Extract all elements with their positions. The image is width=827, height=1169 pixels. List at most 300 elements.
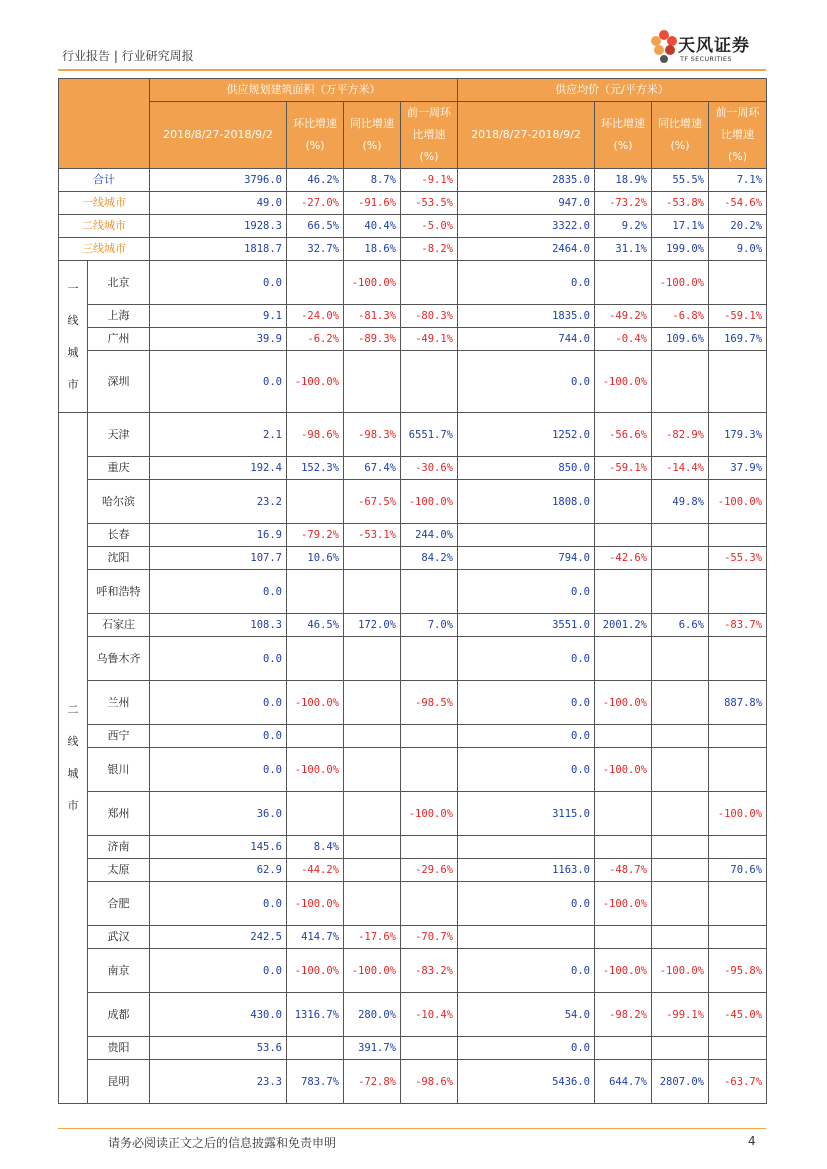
summary-cell-6: -53.8% xyxy=(652,192,709,215)
summary-cell-2: 18.6% xyxy=(344,238,401,261)
city-cell-2 xyxy=(344,792,401,836)
city-cell-0: 0.0 xyxy=(150,681,287,725)
city-cell-7: 37.9% xyxy=(709,457,767,480)
supply-table xyxy=(58,78,767,1104)
city-cell-3 xyxy=(401,725,458,748)
city-cell-2: -17.6% xyxy=(344,926,401,949)
city-cell-7: 179.3% xyxy=(709,413,767,457)
summary-cell-2: 40.4% xyxy=(344,215,401,238)
city-cell-3 xyxy=(401,1037,458,1060)
city-cell-5 xyxy=(595,836,652,859)
city-cell-3 xyxy=(401,882,458,926)
logo-name: 天风证券 xyxy=(678,36,750,56)
category-label: 一线城市 xyxy=(59,192,150,215)
region-char: 线 xyxy=(67,313,79,327)
summary-cell-0: 1928.3 xyxy=(150,215,287,238)
table-row xyxy=(59,457,767,480)
report-breadcrumb: 行业报告 | 行业研究周报 xyxy=(62,49,194,63)
city-cell-3 xyxy=(401,637,458,681)
city-cell-3: 84.2% xyxy=(401,547,458,570)
city-cell-0: 108.3 xyxy=(150,614,287,637)
city-name: 银川 xyxy=(88,748,150,792)
page-number: 4 xyxy=(748,1134,756,1148)
header-divider xyxy=(58,69,766,71)
city-cell-0: 0.0 xyxy=(150,882,287,926)
city-cell-6: -100.0% xyxy=(652,949,709,993)
flower-logo-icon xyxy=(650,27,678,67)
city-cell-2: -81.3% xyxy=(344,305,401,328)
city-cell-6 xyxy=(652,926,709,949)
table-row xyxy=(59,725,767,748)
city-cell-3: -30.6% xyxy=(401,457,458,480)
city-cell-5: -98.2% xyxy=(595,993,652,1037)
group-header-area: 供应规划建筑面积（万平方米） xyxy=(150,79,458,102)
city-cell-7 xyxy=(709,882,767,926)
city-cell-5 xyxy=(595,261,652,305)
city-cell-0: 62.9 xyxy=(150,859,287,882)
table-row xyxy=(59,993,767,1037)
city-cell-0: 0.0 xyxy=(150,351,287,413)
city-cell-4 xyxy=(458,926,595,949)
summary-cell-1: -27.0% xyxy=(287,192,344,215)
city-cell-6: 2807.0% xyxy=(652,1060,709,1104)
city-cell-1: -98.6% xyxy=(287,413,344,457)
col-period-area: 2018/8/27-2018/9/2 xyxy=(150,102,287,169)
city-cell-2: -98.3% xyxy=(344,413,401,457)
summary-cell-1: 46.2% xyxy=(287,169,344,192)
city-cell-4: 1808.0 xyxy=(458,480,595,524)
city-cell-1: -100.0% xyxy=(287,748,344,792)
city-cell-4: 744.0 xyxy=(458,328,595,351)
city-cell-7 xyxy=(709,1037,767,1060)
city-cell-2: 172.0% xyxy=(344,614,401,637)
city-cell-7: -55.3% xyxy=(709,547,767,570)
city-cell-2: -72.8% xyxy=(344,1060,401,1104)
col-prev-week-area: 前一周环比增速(%) xyxy=(401,102,458,169)
city-cell-6 xyxy=(652,882,709,926)
city-name: 兰州 xyxy=(88,681,150,725)
table-row xyxy=(59,614,767,637)
city-cell-1 xyxy=(287,480,344,524)
city-name: 天津 xyxy=(88,413,150,457)
table-row xyxy=(59,570,767,614)
city-cell-5: -49.2% xyxy=(595,305,652,328)
city-cell-6: 109.6% xyxy=(652,328,709,351)
city-name: 深圳 xyxy=(88,351,150,413)
city-cell-6 xyxy=(652,681,709,725)
city-cell-7 xyxy=(709,261,767,305)
summary-cell-5: 9.2% xyxy=(595,215,652,238)
city-cell-0: 0.0 xyxy=(150,637,287,681)
city-cell-3: -98.5% xyxy=(401,681,458,725)
table-row xyxy=(59,413,767,457)
city-cell-2 xyxy=(344,748,401,792)
city-cell-5: -100.0% xyxy=(595,681,652,725)
city-cell-4: 0.0 xyxy=(458,261,595,305)
city-cell-7 xyxy=(709,570,767,614)
city-cell-1 xyxy=(287,637,344,681)
summary-row xyxy=(59,238,767,261)
table-row xyxy=(59,926,767,949)
region-char: 市 xyxy=(67,799,79,812)
city-cell-7: -95.8% xyxy=(709,949,767,993)
city-cell-1: -100.0% xyxy=(287,681,344,725)
city-cell-1: 46.5% xyxy=(287,614,344,637)
city-cell-5 xyxy=(595,1037,652,1060)
table-row xyxy=(59,792,767,836)
city-name: 济南 xyxy=(88,836,150,859)
city-cell-7: -59.1% xyxy=(709,305,767,328)
category-label: 三线城市 xyxy=(59,238,150,261)
city-cell-4: 0.0 xyxy=(458,882,595,926)
summary-cell-3: -53.5% xyxy=(401,192,458,215)
city-cell-5: -100.0% xyxy=(595,882,652,926)
city-name: 合肥 xyxy=(88,882,150,926)
city-cell-1: 414.7% xyxy=(287,926,344,949)
city-name: 石家庄 xyxy=(88,614,150,637)
summary-cell-1: 32.7% xyxy=(287,238,344,261)
city-cell-2: -89.3% xyxy=(344,328,401,351)
city-name: 沈阳 xyxy=(88,547,150,570)
city-cell-2: 280.0% xyxy=(344,993,401,1037)
city-name: 南京 xyxy=(88,949,150,993)
region-char: 市 xyxy=(67,377,79,391)
summary-cell-2: -91.6% xyxy=(344,192,401,215)
city-cell-0: 36.0 xyxy=(150,792,287,836)
summary-cell-7: 20.2% xyxy=(709,215,767,238)
city-cell-0: 2.1 xyxy=(150,413,287,457)
city-cell-4: 3115.0 xyxy=(458,792,595,836)
city-cell-2: -100.0% xyxy=(344,261,401,305)
city-cell-2 xyxy=(344,570,401,614)
city-cell-5: -0.4% xyxy=(595,328,652,351)
city-cell-4: 794.0 xyxy=(458,547,595,570)
city-cell-1 xyxy=(287,792,344,836)
city-cell-1: 8.4% xyxy=(287,836,344,859)
table-row xyxy=(59,547,767,570)
summary-cell-6: 199.0% xyxy=(652,238,709,261)
city-cell-7: 169.7% xyxy=(709,328,767,351)
city-cell-0: 0.0 xyxy=(150,748,287,792)
city-cell-2: 391.7% xyxy=(344,1037,401,1060)
summary-cell-7: 7.1% xyxy=(709,169,767,192)
summary-row xyxy=(59,215,767,238)
region-char: 线 xyxy=(67,735,79,748)
city-cell-7 xyxy=(709,725,767,748)
summary-cell-4: 947.0 xyxy=(458,192,595,215)
city-cell-4: 1163.0 xyxy=(458,859,595,882)
city-cell-4: 54.0 xyxy=(458,993,595,1037)
city-cell-6 xyxy=(652,725,709,748)
city-cell-7 xyxy=(709,926,767,949)
table-row xyxy=(59,261,767,305)
city-name: 武汉 xyxy=(88,926,150,949)
city-cell-0: 430.0 xyxy=(150,993,287,1037)
city-cell-5: -100.0% xyxy=(595,748,652,792)
city-cell-2 xyxy=(344,836,401,859)
region-char: 城 xyxy=(67,345,79,359)
city-cell-3: -10.4% xyxy=(401,993,458,1037)
city-cell-7: 887.8% xyxy=(709,681,767,725)
region-char: 二 xyxy=(67,703,79,716)
city-cell-3 xyxy=(401,748,458,792)
summary-cell-1: 66.5% xyxy=(287,215,344,238)
city-cell-5 xyxy=(595,570,652,614)
city-cell-6 xyxy=(652,547,709,570)
city-cell-0: 53.6 xyxy=(150,1037,287,1060)
summary-row xyxy=(59,169,767,192)
table-row xyxy=(59,305,767,328)
city-cell-4: 3551.0 xyxy=(458,614,595,637)
city-name: 北京 xyxy=(88,261,150,305)
summary-cell-3: -9.1% xyxy=(401,169,458,192)
city-cell-2 xyxy=(344,859,401,882)
city-cell-1: 152.3% xyxy=(287,457,344,480)
city-name: 重庆 xyxy=(88,457,150,480)
city-cell-5 xyxy=(595,480,652,524)
summary-cell-4: 2464.0 xyxy=(458,238,595,261)
city-cell-1 xyxy=(287,261,344,305)
city-cell-7: -45.0% xyxy=(709,993,767,1037)
city-cell-6: -99.1% xyxy=(652,993,709,1037)
city-cell-6 xyxy=(652,1037,709,1060)
col-mom-area: 环比增速(%) xyxy=(287,102,344,169)
table-row xyxy=(59,524,767,547)
city-cell-3: -83.2% xyxy=(401,949,458,993)
city-name: 哈尔滨 xyxy=(88,480,150,524)
city-cell-0: 0.0 xyxy=(150,725,287,748)
city-cell-0: 0.0 xyxy=(150,949,287,993)
city-cell-0: 145.6 xyxy=(150,836,287,859)
city-cell-1: 783.7% xyxy=(287,1060,344,1104)
city-cell-3 xyxy=(401,570,458,614)
city-cell-5 xyxy=(595,725,652,748)
city-cell-1 xyxy=(287,570,344,614)
city-cell-3: -100.0% xyxy=(401,792,458,836)
city-cell-5: -59.1% xyxy=(595,457,652,480)
city-cell-5: -42.6% xyxy=(595,547,652,570)
city-cell-3: -80.3% xyxy=(401,305,458,328)
city-cell-4: 0.0 xyxy=(458,949,595,993)
city-cell-6: -100.0% xyxy=(652,261,709,305)
city-cell-0: 107.7 xyxy=(150,547,287,570)
city-cell-1 xyxy=(287,1037,344,1060)
city-cell-1: -79.2% xyxy=(287,524,344,547)
summary-row xyxy=(59,192,767,215)
city-cell-1: -24.0% xyxy=(287,305,344,328)
city-cell-7 xyxy=(709,351,767,413)
city-cell-7: -63.7% xyxy=(709,1060,767,1104)
city-cell-1 xyxy=(287,725,344,748)
city-name: 昆明 xyxy=(88,1060,150,1104)
summary-cell-4: 2835.0 xyxy=(458,169,595,192)
city-name: 西宁 xyxy=(88,725,150,748)
city-cell-3: -29.6% xyxy=(401,859,458,882)
city-cell-5 xyxy=(595,637,652,681)
city-cell-2 xyxy=(344,547,401,570)
summary-cell-7: -54.6% xyxy=(709,192,767,215)
summary-cell-5: 18.9% xyxy=(595,169,652,192)
city-cell-3: -100.0% xyxy=(401,480,458,524)
city-cell-3 xyxy=(401,836,458,859)
city-name: 郑州 xyxy=(88,792,150,836)
summary-cell-0: 3796.0 xyxy=(150,169,287,192)
city-cell-1: 1316.7% xyxy=(287,993,344,1037)
table-row xyxy=(59,748,767,792)
region-char: 城 xyxy=(67,767,79,780)
logo-subtitle: TF SECURITIES xyxy=(680,55,732,63)
city-cell-5 xyxy=(595,926,652,949)
summary-cell-0: 1818.7 xyxy=(150,238,287,261)
region-char: 一 xyxy=(67,281,79,295)
city-cell-7: -83.7% xyxy=(709,614,767,637)
city-name: 广州 xyxy=(88,328,150,351)
city-name: 乌鲁木齐 xyxy=(88,637,150,681)
table-row xyxy=(59,882,767,926)
city-cell-7 xyxy=(709,637,767,681)
city-cell-3: -98.6% xyxy=(401,1060,458,1104)
city-cell-4 xyxy=(458,836,595,859)
city-name: 成都 xyxy=(88,993,150,1037)
table-row xyxy=(59,351,767,413)
city-cell-0: 0.0 xyxy=(150,261,287,305)
table-row xyxy=(59,1060,767,1104)
table-row xyxy=(59,637,767,681)
city-cell-6 xyxy=(652,351,709,413)
city-cell-5: -56.6% xyxy=(595,413,652,457)
category-label: 二线城市 xyxy=(59,215,150,238)
city-cell-4: 0.0 xyxy=(458,748,595,792)
summary-cell-4: 3322.0 xyxy=(458,215,595,238)
city-cell-7: -100.0% xyxy=(709,792,767,836)
city-cell-4: 5436.0 xyxy=(458,1060,595,1104)
city-cell-2 xyxy=(344,725,401,748)
city-cell-5 xyxy=(595,792,652,836)
city-cell-6: -6.8% xyxy=(652,305,709,328)
city-cell-0: 23.2 xyxy=(150,480,287,524)
city-cell-4: 1252.0 xyxy=(458,413,595,457)
summary-cell-6: 17.1% xyxy=(652,215,709,238)
city-cell-3: 7.0% xyxy=(401,614,458,637)
city-cell-6: 6.6% xyxy=(652,614,709,637)
city-name: 上海 xyxy=(88,305,150,328)
city-cell-6 xyxy=(652,836,709,859)
city-cell-3: -49.1% xyxy=(401,328,458,351)
city-cell-5: 644.7% xyxy=(595,1060,652,1104)
city-cell-0: 16.9 xyxy=(150,524,287,547)
city-cell-4: 0.0 xyxy=(458,351,595,413)
city-name: 呼和浩特 xyxy=(88,570,150,614)
summary-cell-5: -73.2% xyxy=(595,192,652,215)
city-cell-3: -70.7% xyxy=(401,926,458,949)
table-row xyxy=(59,480,767,524)
city-cell-7 xyxy=(709,524,767,547)
col-yoy-area: 同比增速(%) xyxy=(344,102,401,169)
company-logo xyxy=(650,25,770,69)
city-cell-4: 0.0 xyxy=(458,1037,595,1060)
table-row xyxy=(59,1037,767,1060)
city-cell-4: 1835.0 xyxy=(458,305,595,328)
city-cell-0: 0.0 xyxy=(150,570,287,614)
city-cell-2 xyxy=(344,681,401,725)
city-cell-7: -100.0% xyxy=(709,480,767,524)
summary-cell-2: 8.7% xyxy=(344,169,401,192)
col-yoy-price: 同比增速(%) xyxy=(652,102,709,169)
city-cell-4: 0.0 xyxy=(458,681,595,725)
table-row xyxy=(59,859,767,882)
city-cell-4: 850.0 xyxy=(458,457,595,480)
city-cell-1: -44.2% xyxy=(287,859,344,882)
city-cell-4 xyxy=(458,524,595,547)
col-prev-week-price: 前一周环比增速(%) xyxy=(709,102,767,169)
footer-divider xyxy=(58,1128,766,1129)
city-cell-3 xyxy=(401,351,458,413)
city-cell-6 xyxy=(652,748,709,792)
col-mom-price: 环比增速(%) xyxy=(595,102,652,169)
city-cell-4: 0.0 xyxy=(458,725,595,748)
city-cell-5: -48.7% xyxy=(595,859,652,882)
city-cell-6 xyxy=(652,570,709,614)
city-name: 太原 xyxy=(88,859,150,882)
city-cell-6: -82.9% xyxy=(652,413,709,457)
city-cell-6: -14.4% xyxy=(652,457,709,480)
city-cell-3: 244.0% xyxy=(401,524,458,547)
table-body xyxy=(59,169,767,1104)
col-period-price: 2018/8/27-2018/9/2 xyxy=(458,102,595,169)
city-cell-0: 39.9 xyxy=(150,328,287,351)
city-cell-5: 2001.2% xyxy=(595,614,652,637)
city-cell-5 xyxy=(595,524,652,547)
city-cell-4: 0.0 xyxy=(458,570,595,614)
city-cell-6 xyxy=(652,859,709,882)
city-cell-0: 192.4 xyxy=(150,457,287,480)
city-name: 贵阳 xyxy=(88,1037,150,1060)
city-cell-2: -67.5% xyxy=(344,480,401,524)
city-cell-6: 49.8% xyxy=(652,480,709,524)
city-cell-0: 242.5 xyxy=(150,926,287,949)
city-cell-1: -6.2% xyxy=(287,328,344,351)
city-cell-2: -100.0% xyxy=(344,949,401,993)
city-cell-2 xyxy=(344,637,401,681)
city-cell-5: -100.0% xyxy=(595,949,652,993)
summary-cell-3: -5.0% xyxy=(401,215,458,238)
city-cell-7: 70.6% xyxy=(709,859,767,882)
city-cell-1: 10.6% xyxy=(287,547,344,570)
city-cell-2 xyxy=(344,882,401,926)
summary-cell-3: -8.2% xyxy=(401,238,458,261)
table-row xyxy=(59,328,767,351)
summary-cell-0: 49.0 xyxy=(150,192,287,215)
corner-header xyxy=(59,79,150,169)
city-cell-3: 6551.7% xyxy=(401,413,458,457)
city-cell-6 xyxy=(652,637,709,681)
region-label xyxy=(59,261,88,413)
city-cell-6 xyxy=(652,792,709,836)
footer-disclaimer: 请务必阅读正文之后的信息披露和免责申明 xyxy=(108,1136,337,1150)
city-cell-5: -100.0% xyxy=(595,351,652,413)
city-cell-1: -100.0% xyxy=(287,351,344,413)
city-cell-2: -53.1% xyxy=(344,524,401,547)
summary-cell-7: 9.0% xyxy=(709,238,767,261)
city-cell-6 xyxy=(652,524,709,547)
city-cell-3 xyxy=(401,261,458,305)
table-row xyxy=(59,836,767,859)
group-header-price: 供应均价（元/平方米） xyxy=(458,79,767,102)
category-label: 合计 xyxy=(59,169,150,192)
city-cell-0: 23.3 xyxy=(150,1060,287,1104)
table-row xyxy=(59,949,767,993)
city-cell-0: 9.1 xyxy=(150,305,287,328)
